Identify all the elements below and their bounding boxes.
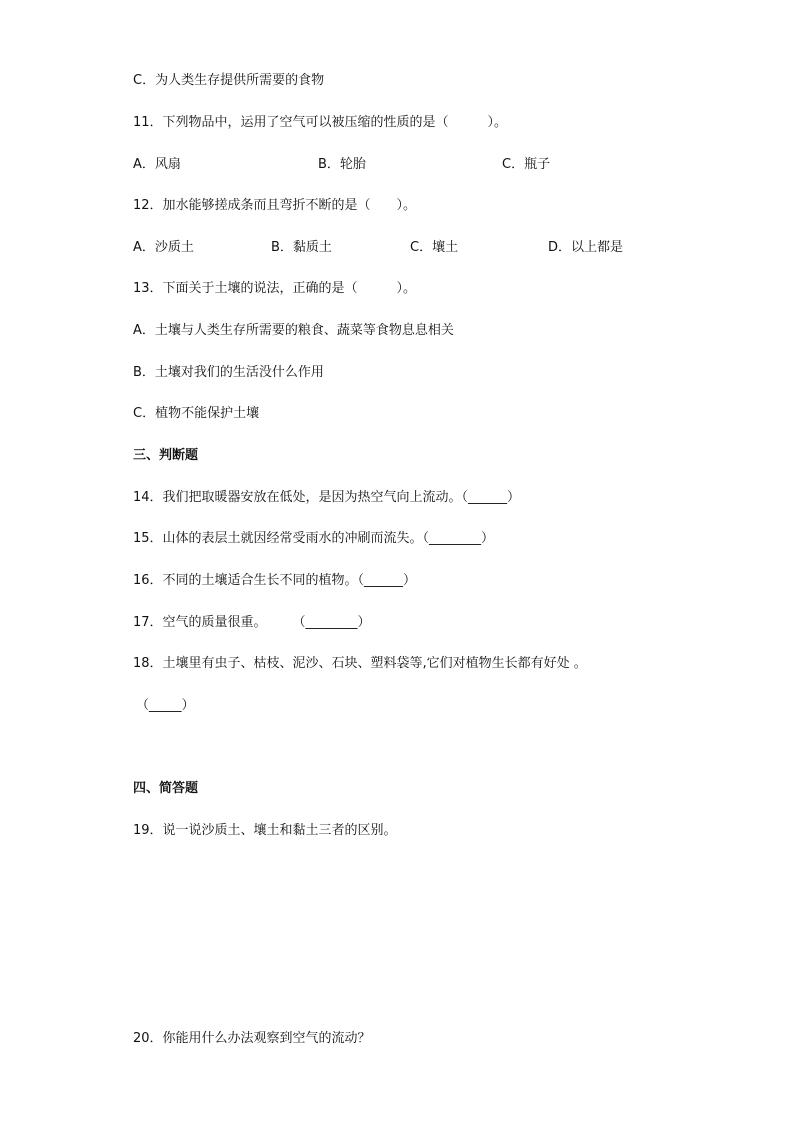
q12-option-c: C．壤土 bbox=[410, 240, 459, 255]
q11-option-a: A．风扇 bbox=[133, 157, 181, 172]
q18-stem: 18．土壤里有虫子、枯枝、泥沙、石块、塑料袋等,它们对植物生长都有好处 。 bbox=[133, 656, 587, 671]
section-3-title: 三、判断题 bbox=[133, 448, 199, 463]
q14: 14．我们把取暖器安放在低处，是因为热空气向上流动。（______） bbox=[133, 490, 521, 505]
q12-option-b: B．黏质土 bbox=[271, 240, 332, 255]
q19: 19．说一说沙质土、壤土和黏土三者的区别。 bbox=[133, 823, 397, 838]
q11-stem: 11．下列物品中，运用了空气可以被压缩的性质的是（ ）。 bbox=[133, 115, 508, 130]
section-4-title: 四、简答题 bbox=[133, 781, 199, 796]
q12-option-d: D．以上都是 bbox=[548, 240, 624, 255]
q16: 16．不同的土壤适合生长不同的植物。（______） bbox=[133, 573, 417, 588]
q18-blank: （_____） bbox=[136, 698, 195, 713]
q10-option-c: C．为人类生存提供所需要的食物 bbox=[133, 73, 325, 88]
q17: 17．空气的质量很重。 （________） bbox=[133, 615, 371, 630]
q13-option-c: C．植物不能保护土壤 bbox=[133, 406, 260, 421]
q13-option-a: A．土壤与人类生存所需要的粮食、蔬菜等食物息息相关 bbox=[133, 323, 454, 338]
q11-option-c: C．瓶子 bbox=[502, 157, 551, 172]
q15: 15．山体的表层土就因经常受雨水的冲刷而流失。（________） bbox=[133, 531, 495, 546]
q11-option-b: B．轮胎 bbox=[318, 157, 366, 172]
q20: 20．你能用什么办法观察到空气的流动？ bbox=[133, 1031, 371, 1046]
q12-option-a: A．沙质土 bbox=[133, 240, 194, 255]
q13-option-b: B．土壤对我们的生活没什么作用 bbox=[133, 365, 324, 380]
q13-stem: 13．下面关于土壤的说法，正确的是（ ）。 bbox=[133, 281, 417, 296]
q12-stem: 12．加水能够搓成条而且弯折不断的是（ ）。 bbox=[133, 198, 417, 213]
